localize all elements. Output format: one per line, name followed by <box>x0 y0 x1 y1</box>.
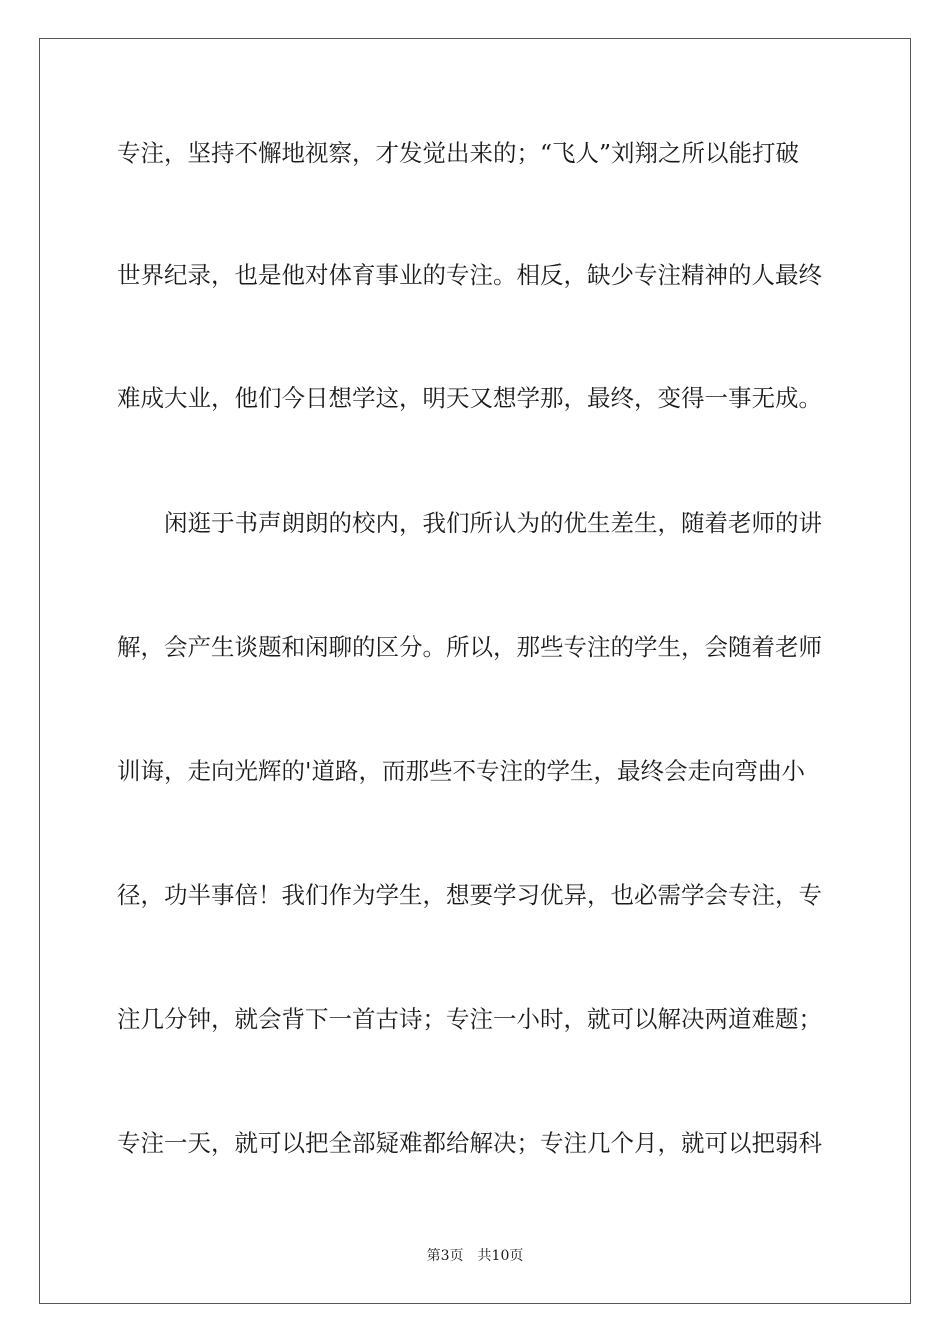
page-number: 第3页 <box>426 1248 464 1264</box>
body-text-line: 专注，坚持不懈地视察，才发觉出来的；“飞人”刘翔之所以能打破 <box>117 139 800 167</box>
body-text-line: 解，会产生谈题和闲聊的区分。所以，那些专注的学生，会随着老师 <box>117 633 822 661</box>
page-total: 共10页 <box>477 1248 524 1264</box>
body-text-line: 径，功半事倍！我们作为学生，想要学习优异，也必需学会专注，专 <box>117 881 822 909</box>
page-border <box>39 38 911 1304</box>
body-text-line: 训诲，走向光辉的'道路，而那些不专注的学生，最终会走向弯曲小 <box>117 757 805 785</box>
body-text-line: 世界纪录，也是他对体育事业的专注。相反，缺少专注精神的人最终 <box>117 261 822 289</box>
body-text-line: 专注一天，就可以把全部疑难都给解决；专注几个月，就可以把弱科 <box>117 1129 822 1157</box>
paragraph-first-line: 闲逛于书声朗朗的校内，我们所认为的优生差生，随着老师的讲 <box>164 509 822 537</box>
page-footer <box>0 1247 950 1265</box>
body-text-line: 注几分钟，就会背下一首古诗；专注一小时，就可以解决两道难题； <box>117 1005 822 1033</box>
body-text-line: 难成大业，他们今日想学这，明天又想学那，最终，变得一事无成。 <box>117 384 822 412</box>
